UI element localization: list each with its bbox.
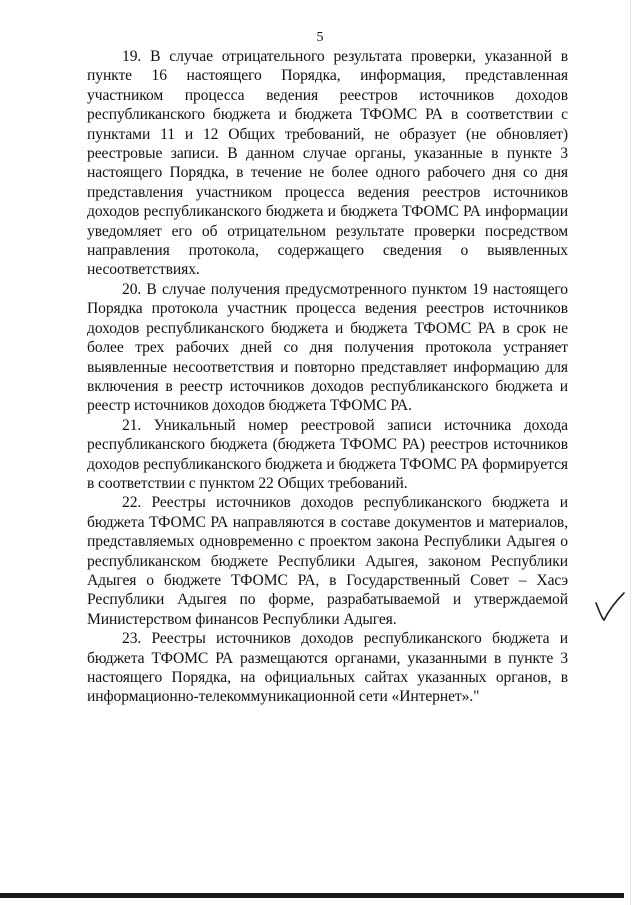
paragraph-20: 20. В случае получения предусмотренного пунктом 19 настоящего Порядка протокола участник процесса ведения реестров источников доходов республиканского бюджета и бюджета ТФОМС РА в срок не более трех рабочих дней со дня получения протокола устраняет выявленные несоответствия и повторно представляет информацию для включения в реестр источников доходов республиканского бюджета и реестр источников доходов бюджета ТФОМС РА.: [87, 280, 568, 415]
scan-bottom-edge: [0, 893, 624, 898]
paragraph-21: 21. Уникальный номер реестровой записи источника дохода республиканского бюджета (бюджета ТФОМС РА) реестров источников доходов республиканского бюджета и бюджета ТФОМС РА формируется в соответствии с пунктом 22 Общих требований.: [87, 416, 568, 492]
handwritten-mark: [593, 590, 627, 624]
paragraph-22: 22. Реестры источников доходов республиканского бюджета и бюджета ТФОМС РА направляются в составе документов и материалов, представляемых одновременно с проектом закона Республики Адыгея о республиканском бюджете Республики Адыгея, законом Республики Адыгея о бюджете ТФОМС РА, в Государственный Совет – Хасэ Республики Адыгея по форме, разрабатываемой и утверждаемой Министерством финансов Республики Адыгея.: [87, 494, 568, 628]
paragraph-23: 23. Реестры источников доходов республиканского бюджета и бюджета ТФОМС РА размещаются органами, указанными в пункте 3 настоящего Порядка, на официальных сайтах указанных органов, в информационно-телекоммуникационной сети «Интернет».": [87, 630, 568, 706]
document-body: [87, 47, 568, 707]
page-number: 5: [316, 30, 324, 45]
scan-edge-line: [630, 0, 631, 905]
paragraph-19: 19. В случае отрицательного результата проверки, указанной в пункте 16 настоящего Порядка, информация, представленная участником процесса ведения реестров источников доходов республиканского бюджета и бюджета ТФОМС РА в соответствии с пунктами 11 и 12 Общих требований, не образует (не обновляет) реестровые записи. В данном случае органы, указанные в пункте 3 настоящего Порядка, в течение не более одного рабочего дня со дня представления участником процесса ведения реестров источников доходов республиканского бюджета и бюджета ТФОМС РА информации уведомляет его об отрицательном результате проверки посредством направления протокола, содержащего сведения о выявленных несоответствиях.: [87, 48, 568, 279]
